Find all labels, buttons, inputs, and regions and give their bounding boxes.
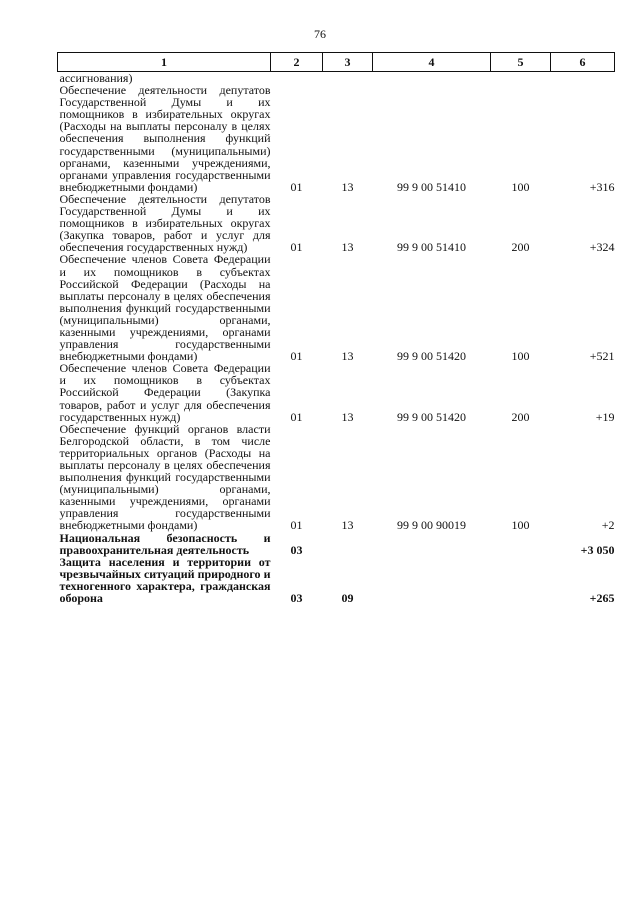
row-amount: +316 [589,179,615,194]
column-header-description: 1 [58,53,271,72]
row-expense-type-code [491,556,551,604]
table-row [58,532,615,556]
row-expense-type-code: 100 [511,349,530,364]
row-expense-type-code [491,532,551,556]
column-header-section: 2 [271,53,323,72]
row-amount: +324 [589,240,615,255]
row-section-code: 03 [290,591,303,606]
column-header-expense-type: 5 [491,53,551,72]
table-row [58,423,615,532]
row-subsection-code: 09 [341,591,354,606]
row-description: Защита населения и территории от чрезвычайных ситуаций природного и техногенного характера, гражданская оборона [59,554,271,606]
row-expense-type-code: 100 [511,179,530,194]
column-header-target: 4 [373,53,491,72]
row-subsection-code: 13 [341,240,354,255]
row-amount: +265 [589,591,615,606]
column-header-amount: 6 [551,53,615,72]
row-section-code: 01 [290,179,303,194]
row-target-code: 99 9 00 51410 [397,179,466,194]
row-subsection-code: 13 [341,349,354,364]
row-description: Обеспечение членов Совета Федерации и их помощников в субъектах Российской Федерации (Закупка товаров, работ и услуг для обеспечения государственных нужд) [59,361,271,424]
row-subsection-code: 13 [341,518,354,533]
row-amount: +3 050 [580,542,615,557]
row-subsection-code [323,72,373,85]
row-description: Обеспечение деятельности депутатов Государственной Думы и их помощников в избирательных округах (Закупка товаров, работ и услуг для обеспечения государственных нужд) [59,191,271,255]
row-section-code [271,72,323,85]
row-section-code: 03 [290,542,303,557]
row-description: Обеспечение членов Совета Федерации и их помощников в субъектах Российской Федерации (Расходы на выплаты персоналу в целях обеспечения выполнения функций государственными (муниципальными) органами, казенными учреждениями, органами управления государственными внебюджетными фондами) [59,252,271,364]
row-subsection-code [323,532,373,556]
row-target-code: 99 9 00 51420 [397,349,466,364]
table-row [58,253,615,362]
row-section-code: 01 [290,240,303,255]
column-header-subsection: 3 [323,53,373,72]
table-row [58,193,615,253]
row-expense-type-code: 200 [511,409,530,424]
row-amount: +19 [595,409,615,424]
row-target-code: 99 9 00 51410 [397,240,466,255]
row-description: ассигнования) [59,71,133,85]
table-body [58,72,615,605]
row-section-code: 01 [290,518,303,533]
row-amount: +2 [601,518,615,533]
row-target-code [373,556,491,604]
row-target-code: 99 9 00 90019 [397,518,466,533]
row-subsection-code: 13 [341,409,354,424]
row-description: Обеспечение деятельности депутатов Государственной Думы и их помощников в избирательных округах (Расходы на выплаты персоналу в целях обеспечения выполнения функций государственными (муниципальными) органами, казенными учреждениями, органами управления государственными внебюджетными фондами) [59,83,271,194]
row-expense-type-code: 100 [511,518,530,533]
row-subsection-code: 13 [341,179,354,194]
row-description: Обеспечение функций органов власти Белгородской области, в том числе территориальных органов (Расходы на выплаты персоналу в целях обеспечения выполнения функций государственными (муниципальными) органами, казенными учреждениями, органами управления государственными внебюджетными фондами) [59,421,271,533]
row-amount [551,72,615,85]
row-description: Национальная безопасность и правоохранительная деятельность [59,530,271,557]
table-header-row [58,53,615,72]
row-expense-type-code: 200 [511,240,530,255]
row-target-code [373,72,491,85]
row-section-code: 01 [290,349,303,364]
table-row [58,84,615,193]
table-row [58,362,615,422]
row-amount: +521 [589,349,615,364]
row-target-code [373,532,491,556]
row-target-code: 99 9 00 51420 [397,409,466,424]
page-number: 76 [314,27,326,41]
row-expense-type-code [491,72,551,85]
table-row [58,556,615,604]
row-section-code: 01 [290,409,303,424]
budget-table [57,52,615,604]
